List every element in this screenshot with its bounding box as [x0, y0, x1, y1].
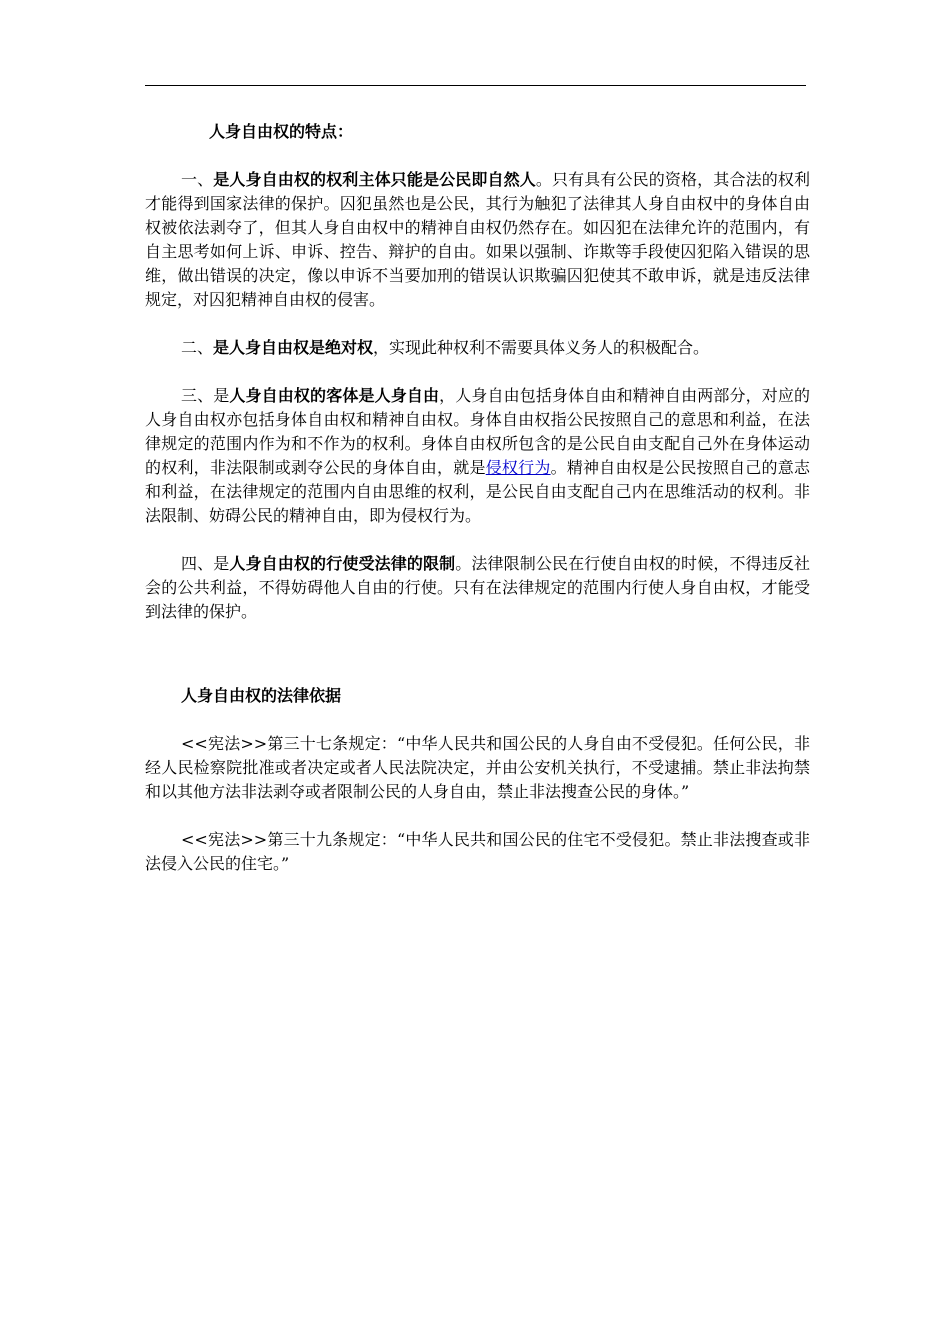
paragraph-item-1 — [145, 168, 810, 312]
item-key-point: 是人身自由权是绝对权 — [213, 338, 374, 357]
item-text: ，人身自由包括身体自由和精神自由两部分，对应的人身自由权亦包括身体自由权和精神自由权。身体自由权指公民按照自己的意思和利益，在法律规定的范围内作为和不作为的权利。身体自由权所包含的是公民自由支配自己外在身体运动的权利，非法限制或剥夺公民的身体自由，就是 — [145, 386, 810, 477]
paragraph-article-37: <<宪法>>第三十七条规定：“中华人民共和国公民的人身自由不受侵犯。任何公民，非经人民检察院批准或者决定或者人民法院决定，并由公安机关执行，不受逮捕。禁止非法拘禁和以其他方法非法剥夺或者限制公民的人身自由，禁止非法搜查公民的身体。” — [145, 734, 810, 801]
item-key-point: 人身自由权的客体是人身自由 — [229, 386, 440, 405]
paragraph-item-3 — [145, 384, 810, 528]
document-body — [145, 120, 810, 900]
section-spacer — [145, 648, 810, 684]
paragraph-item-4 — [145, 552, 810, 624]
item-text: ，实现此种权利不需要具体义务人的积极配合。 — [373, 338, 710, 357]
item-text: 。法律限制公民在行使自由权的时候，不得违反社会的公共利益，不得妨碍他人自由的行使。只有在法律规定的范围内行使人身自由权，才能受到法律的保护。 — [145, 554, 810, 621]
item-prefix: 一、 — [181, 170, 214, 189]
item-prefix: 二、 — [181, 338, 214, 357]
paragraph-article-39: <<宪法>>第三十九条规定：“中华人民共和国公民的住宅不受侵犯。禁止非法搜查或非法侵入公民的住宅。” — [145, 830, 810, 873]
tort-link[interactable]: 侵权行为 — [485, 458, 551, 477]
section-heading-legal-basis: 人身自由权的法律依据 — [181, 686, 342, 705]
paragraph-item-2 — [145, 336, 810, 360]
section-heading-characteristics: 人身自由权的特点： — [209, 122, 354, 141]
header-rule — [145, 85, 806, 86]
item-prefix: 四、是 — [181, 554, 230, 573]
item-key-point: 是人身自由权的权利主体只能是公民即自然人 — [213, 170, 536, 189]
item-prefix: 三、是 — [181, 386, 230, 405]
item-text-continued: 。精神自由权是公民按照自己的意志和利益，在法律规定的范围内自由思维的权利，是公民自由支配自己内在思维活动的权利。非法限制、妨碍公民的精神自由，即为侵权行为。 — [145, 458, 810, 525]
item-text: 。只有具有公民的资格，其合法的权利才能得到国家法律的保护。囚犯虽然也是公民，其行为触犯了法律其人身自由权中的身体自由权被依法剥夺了，但其人身自由权中的精神自由权仍然存在。如囚犯在法律允许的范围内，有自主思考如何上诉、申诉、控告、辩护的自由。如果以强制、诈欺等手段使囚犯陷入错误的思维，做出错误的决定，像以申诉不当要加刑的错误认识欺骗囚犯使其不敢申诉，就是违反法律规定，对囚犯精神自由权的侵害。 — [145, 170, 810, 309]
item-key-point: 人身自由权的行使受法律的限制 — [229, 554, 456, 573]
